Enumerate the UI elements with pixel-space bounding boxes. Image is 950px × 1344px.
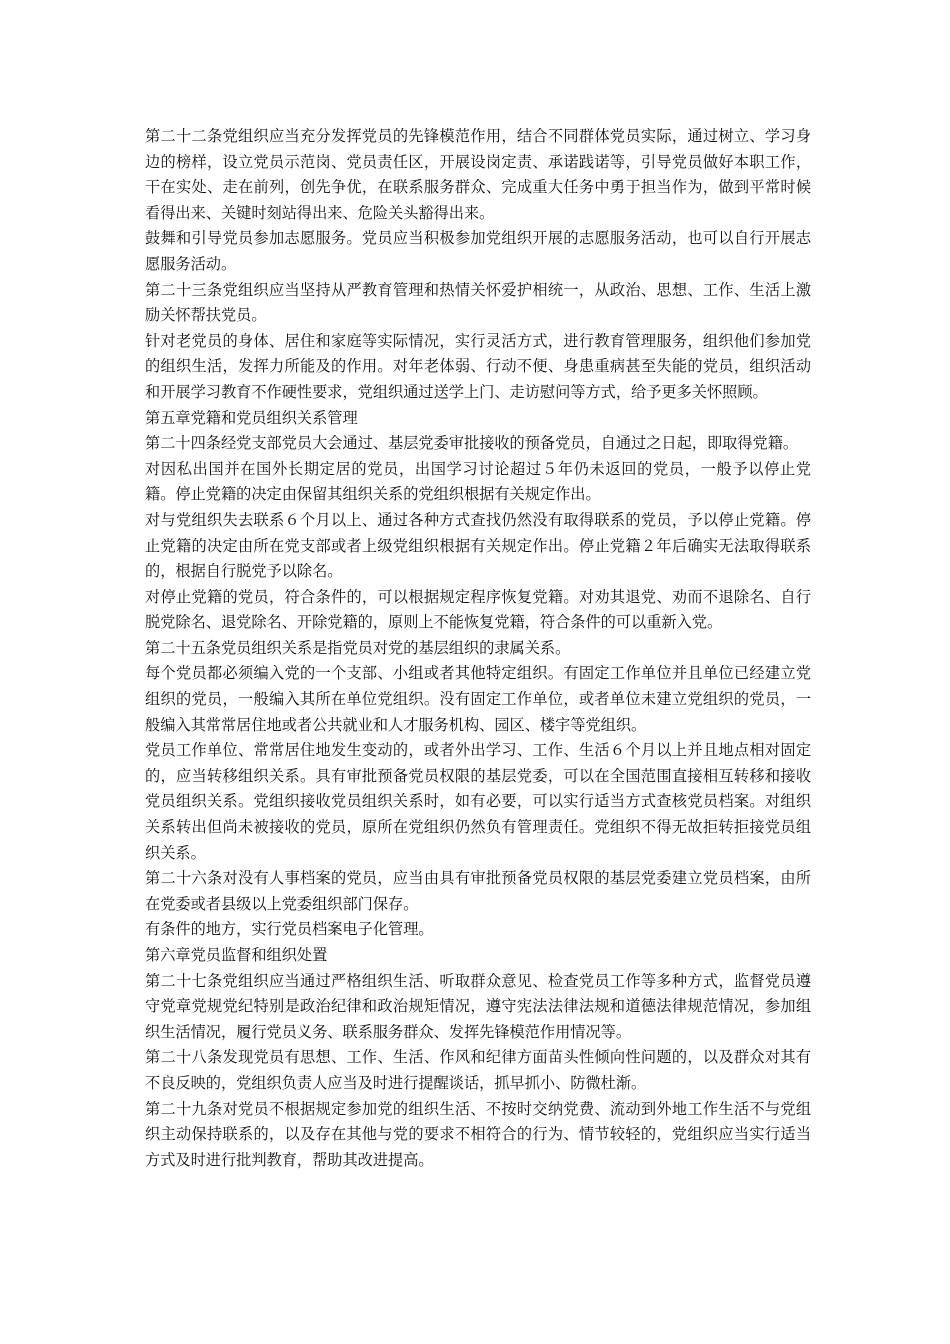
branch-assignment-paragraph: 每个党员都必须编入党的一个支部、小组或者其他特定组织。有固定工作单位并且单位已经建立党组织的党员，一般编入其所在单位党组织。没有固定工作单位，或者单位未建立党组织的党员，一般编入其常常居住地或者公共就业和人才服务机构、园区、楼宇等党组织。 bbox=[145, 664, 811, 734]
article-23-paragraph: 第二十三条党组织应当坚持从严教育管理和热情关怀爱护相统一，从政治、思想、工作、生活上激励关怀帮扶党员。 bbox=[145, 280, 811, 325]
chapter-6-heading: 第六章党员监督和组织处置 bbox=[145, 946, 328, 964]
article-22-paragraph: 第二十二条党组织应当充分发挥党员的先锋模范作用，结合不同群体党员实际，通过树立、学习身边的榜样，设立党员示范岗、党员责任区，开展设岗定责、承诺践诺等，引导党员做好本职工作，干在实处、走在前列，创先争优，在联系服务群众、完成重大任务中勇于担当作为，做到平常时候看得出来、关键时刻站得出来、危险关头豁得出来。 bbox=[145, 127, 811, 222]
article-29-paragraph: 第二十九条对党员不根据规定参加党的组织生活、不按时交纳党费、流动到外地工作生活不与党组织主动保持联系的，以及存在其他与党的要求不相符合的行为、情节较轻的，党组织应当实行适当方式及时进行批判教育，帮助其改进提高。 bbox=[145, 1099, 811, 1169]
elderly-members-paragraph: 针对老党员的身体、居住和家庭等实际情况，实行灵活方式，进行教育管理服务，组织他们参加党的组织生活，发挥力所能及的作用。对年老体弱、行动不便、身患重病甚至失能的党员，组织活动和开展学习教育不作硬性要求，党组织通过送学上门、走访慰问等方式，给予更多关怀照顾。 bbox=[145, 331, 811, 401]
article-25-paragraph: 第二十五条党员组织关系是指党员对党的基层组织的隶属关系。 bbox=[145, 638, 571, 657]
article-28-paragraph: 第二十八条发现党员有思想、工作、生活、作风和纪律方面苗头性倾向性问题的，以及群众对其有不良反映的，党组织负责人应当及时进行提醒谈话，抓早抓小、防微杜渐。 bbox=[145, 1048, 811, 1092]
chapter-5-heading: 第五章党籍和党员组织关系管理 bbox=[145, 408, 358, 427]
restore-membership-paragraph: 对停止党籍的党员，符合条件的，可以根据规定程序恢复党籍。对劝其退党、劝而不退除名、自行脱党除名、退党除名、开除党籍的，原则上不能恢复党籍，符合条件的可以重新入党。 bbox=[145, 587, 811, 632]
article-26-paragraph: 第二十六条对没有人事档案的党员，应当由具有审批预备党员权限的基层党委建立党员档案，由所在党委或者县级以上党委组织部门保存。 bbox=[145, 869, 811, 913]
relationship-transfer-paragraph: 党员工作单位、常常居住地发生变动的，或者外出学习、工作、生活６个月以上并且地点相对固定的，应当转移组织关系。具有审批预备党员权限的基层党委，可以在全国范围直接相互转移和接收党员组织关系。党组织接收党员组织关系时，如有必要，可以实行适当方式查核党员档案。对组织关系转出但尚未被接收的党员，原所在党组织仍然负有管理责任。党组织不得无故拒转拒接党员组织关系。 bbox=[145, 741, 811, 862]
abroad-members-paragraph: 对因私出国并在国外长期定居的党员，出国学习讨论超过５年仍未返回的党员，一般予以停止党籍。停止党籍的决定由保留其组织关系的党组织根据有关规定作出。 bbox=[145, 459, 811, 504]
lost-contact-paragraph: 对与党组织失去联系６个月以上、通过各种方式查找仍然没有取得联系的党员，予以停止党籍。停止党籍的决定由所在党支部或者上级党组织根据有关规定作出。停止党籍２年后确实无法取得联系的，根据自行脱党予以除名。 bbox=[145, 510, 811, 581]
volunteer-service-paragraph: 鼓舞和引导党员参加志愿服务。党员应当积极参加党组织开展的志愿服务活动，也可以自行开展志愿服务活动。 bbox=[145, 229, 811, 273]
electronic-archive-paragraph: 有条件的地方，实行党员档案电子化管理。 bbox=[145, 920, 434, 939]
document-body bbox=[145, 124, 811, 1173]
article-24-paragraph: 第二十四条经党支部党员大会通过、基层党委审批接收的预备党员，自通过之日起，即取得党籍。 bbox=[145, 434, 799, 453]
article-27-paragraph: 第二十七条党组织应当通过严格组织生活、听取群众意见、检查党员工作等多种方式，监督党员遵守党章党规党纪特别是政治纪律和政治规矩情况，遵守宪法法律法规和道德法律规范情况，参加组织生活情况，履行党员义务、联系服务群众、发挥先锋模范作用情况等。 bbox=[145, 971, 811, 1041]
